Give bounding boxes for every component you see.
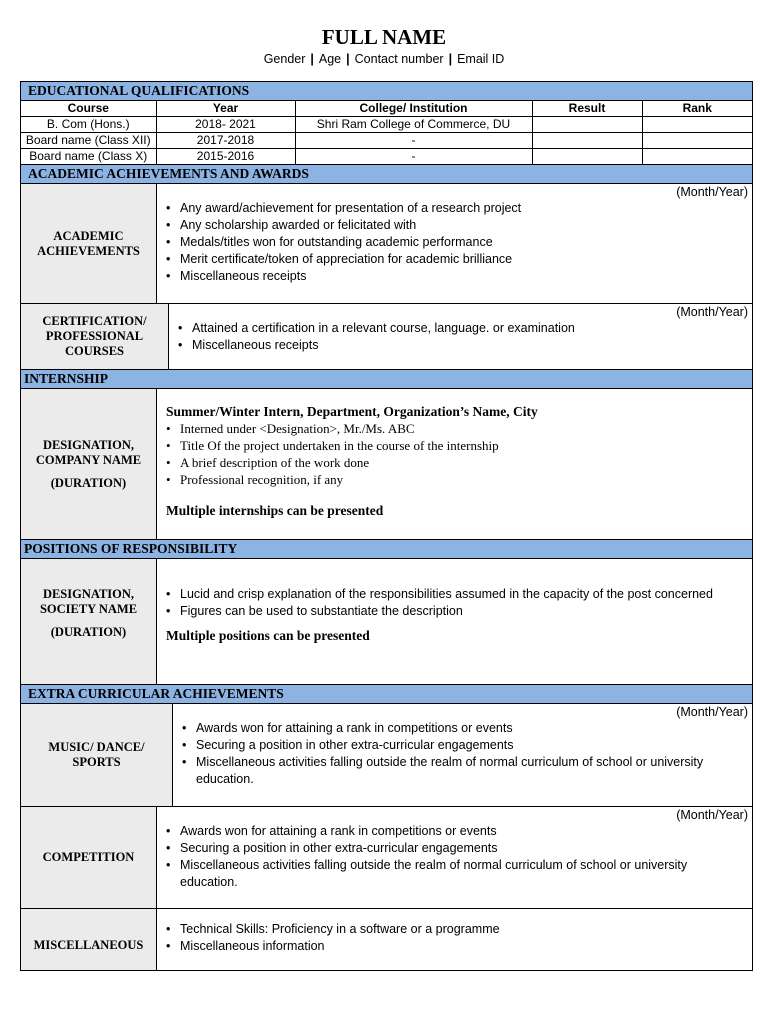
row-content	[157, 389, 752, 539]
list-item: • Securing a position in other extra-curricular engagements	[173, 737, 732, 754]
date-hint: (Month/Year)	[676, 705, 748, 719]
table-cell	[642, 117, 752, 133]
table-row	[21, 117, 752, 133]
row-label: MISCELLANEOUS	[21, 909, 157, 970]
designation-label: DESIGNATION, SOCIETY NAME	[39, 587, 138, 616]
section-academic-title: ACADEMIC ACHIEVEMENTS AND AWARDS	[21, 164, 752, 184]
row-content	[169, 304, 752, 369]
date-hint: (Month/Year)	[676, 305, 748, 319]
row-label: COMPETITION	[21, 807, 157, 908]
row-content	[157, 184, 752, 303]
section-education-title: EDUCATIONAL QUALIFICATIONS	[21, 81, 752, 101]
bullet-list	[157, 586, 752, 620]
column-header: Result	[532, 101, 642, 117]
table-cell: Shri Ram College of Commerce, DU	[295, 117, 532, 133]
table-cell	[642, 133, 752, 149]
designation-label: DESIGNATION, COMPANY NAME	[35, 437, 142, 467]
full-name: FULL NAME	[321, 25, 447, 49]
row-content	[157, 909, 752, 970]
bullet-list	[157, 184, 752, 285]
list-item: • Figures can be used to substantiate the description	[157, 603, 752, 620]
list-item: • Miscellaneous receipts	[157, 268, 752, 285]
row-label	[21, 559, 157, 684]
table-cell: 2015-2016	[156, 149, 295, 165]
internship-note: Multiple internships can be presented	[166, 503, 384, 518]
bullet-list	[173, 704, 752, 788]
list-item: • Miscellaneous receipts	[169, 337, 752, 354]
list-item: • Miscellaneous activities falling outside the realm of normal curriculum of school or university education.	[173, 754, 732, 788]
bullet-list	[157, 921, 752, 955]
gender: Gender	[263, 52, 306, 66]
academic-achievements-row	[21, 184, 752, 303]
table-cell: 2017-2018	[156, 133, 295, 149]
column-header: College/ Institution	[295, 101, 532, 117]
table-cell: -	[295, 133, 532, 149]
separator: |	[448, 52, 453, 66]
bullet-list	[169, 304, 752, 354]
table-cell	[532, 133, 642, 149]
table-cell	[532, 117, 642, 133]
row-content	[173, 704, 752, 806]
list-item: • Awards won for attaining a rank in competitions or events	[173, 720, 732, 737]
list-item: • A brief description of the work done	[157, 454, 752, 471]
certification-row	[21, 303, 752, 369]
miscellaneous-row	[21, 908, 752, 970]
list-item: • Securing a position in other extra-curricular engagements	[157, 840, 732, 857]
table-cell: B. Com (Hons.)	[21, 117, 156, 133]
duration-label: (DURATION)	[50, 625, 127, 639]
list-item: • Lucid and crisp explanation of the responsibilities assumed in the capacity of the post concerned	[157, 586, 752, 603]
table-cell	[532, 149, 642, 165]
age: Age	[318, 52, 342, 66]
date-hint: (Month/Year)	[676, 808, 748, 822]
education-table	[21, 101, 752, 164]
email-id: Email ID	[457, 52, 505, 66]
list-item: • Any award/achievement for presentation of a research project	[157, 200, 752, 217]
internship-heading: Summer/Winter Intern, Department, Organization’s Name, City	[166, 404, 538, 419]
list-item: • Merit certificate/token of appreciation for academic brilliance	[157, 251, 752, 268]
table-header-row	[21, 101, 752, 117]
list-item: • Awards won for attaining a rank in competitions or events	[157, 823, 732, 840]
table-cell	[642, 149, 752, 165]
section-positions-title: POSITIONS OF RESPONSIBILITY	[21, 539, 752, 559]
list-item: • Miscellaneous information	[157, 938, 752, 955]
list-item: • Technical Skills: Proficiency in a software or a programme	[157, 921, 752, 938]
row-content	[157, 807, 752, 908]
table-cell: -	[295, 149, 532, 165]
row-label: CERTIFICATION/ PROFESSIONAL COURSES	[21, 304, 169, 369]
row-label: ACADEMIC ACHIEVEMENTS	[21, 184, 157, 303]
list-item: • Any scholarship awarded or felicitated with	[157, 217, 752, 234]
row-label	[21, 389, 157, 539]
list-item: • Miscellaneous activities falling outside the realm of normal curriculum of school or university education.	[157, 857, 732, 891]
list-item: • Medals/titles won for outstanding academic performance	[157, 234, 752, 251]
music-row	[21, 704, 752, 806]
column-header: Rank	[642, 101, 752, 117]
separator: |	[310, 52, 314, 66]
bullet-list	[157, 807, 752, 891]
positions-note: Multiple positions can be presented	[166, 628, 370, 643]
row-content	[157, 559, 752, 684]
column-header: Course	[21, 101, 156, 117]
list-item: • Professional recognition, if any	[157, 471, 752, 488]
table-row	[21, 133, 752, 149]
row-label: MUSIC/ DANCE/ SPORTS	[21, 704, 173, 806]
section-extra-title: EXTRA CURRICULAR ACHIEVEMENTS	[21, 684, 752, 704]
date-hint: (Month/Year)	[676, 185, 748, 199]
column-header: Year	[156, 101, 295, 117]
resume-header	[0, 24, 768, 66]
table-cell: Board name (Class X)	[21, 149, 156, 165]
internship-row	[21, 389, 752, 539]
contact-line	[0, 52, 768, 66]
contact-number: Contact number	[354, 52, 444, 66]
list-item: • Attained a certification in a relevant course, language. or examination	[169, 320, 752, 337]
list-item: • Interned under <Designation>, Mr./Ms. ABC	[157, 420, 752, 437]
section-internship-title: INTERNSHIP	[21, 369, 752, 389]
table-cell: Board name (Class XII)	[21, 133, 156, 149]
table-cell: 2018- 2021	[156, 117, 295, 133]
table-row	[21, 149, 752, 165]
duration-label: (DURATION)	[50, 475, 127, 490]
bullet-list	[157, 420, 752, 488]
positions-row	[21, 559, 752, 684]
competition-row	[21, 806, 752, 908]
resume-sheet	[20, 81, 753, 971]
separator: |	[346, 52, 350, 66]
list-item: • Title Of the project undertaken in the course of the internship	[157, 437, 752, 454]
